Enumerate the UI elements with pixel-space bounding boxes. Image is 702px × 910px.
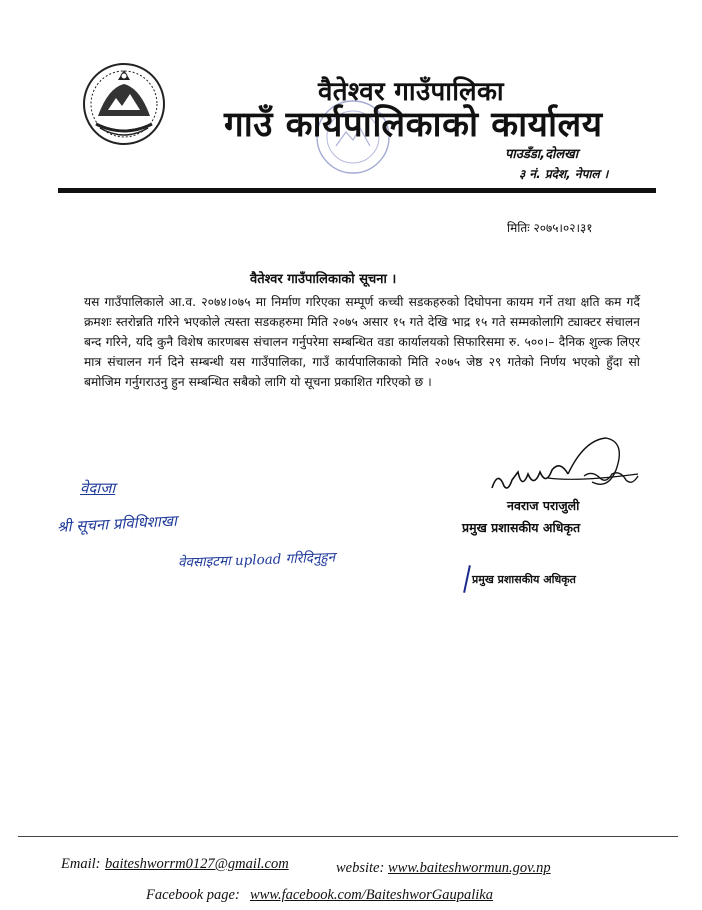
facebook-link[interactable]: www.facebook.com/BaiteshworGaupalika [250, 887, 493, 903]
handwritten-note-1: वेदाजा [80, 479, 116, 497]
signatory-name: नवराज पराजुली [507, 498, 580, 513]
website-label: website: [336, 860, 385, 876]
notice-date: मितिः २०७५।०२।३१ [507, 221, 593, 235]
nepal-emblem-icon [78, 58, 170, 150]
email-label: Email: [61, 856, 101, 872]
handwritten-note-2: श्री सूचना प्रविधिशाखा [56, 511, 178, 536]
municipality-name: वैतेश्वर गाउँपालिका [318, 77, 504, 107]
address-line-2: ३ नं. प्रदेश, नेपाल । [519, 167, 609, 181]
notice-body: यस गाउँपालिकाले आ.व. २०७४।०७५ मा निर्माण गरिएका सम्पूर्ण कच्ची सडकहरुको दिघोपना कायम गर्ने तथा क्षति कम गर्दै क्रमशः स्तरोन्नति गरिने भएकोले त्यस्ता सडकहरुमा मिति २०७५ असार १५ गते देखि भाद्र १५ गते सम्मकोलागि ट्याक्टर संचालन बन्द गरिने, यदि कुनै विशेष कारणबस संचालन गर्नुपरेमा सम्बन्धित वडा कार्यालयको सिफारिसमा रु. ५००।– दैनिक शुल्क लिएर मात्र संचालन गर्न दिने सम्बन्धी यस गाउँपालिका, गाउँ कार्यपालिकाको मिति २०७५ जेष्ठ २९ गतेको निर्णय भएको हुँदा सो बमोजिम गर्नुगराउनु हुन सम्बन्धित सबैको लागि यो सूचना प्रकाशित गरिएको छ । [84, 295, 640, 389]
header-divider [58, 188, 656, 193]
signatory-title: प्रमुख प्रशासकीय अधिकृत [462, 520, 581, 535]
office-title: गाउँ कार्यपालिकाको कार्यालय [224, 105, 603, 145]
email-link[interactable]: baiteshworrm0127@gmail.com [105, 856, 289, 872]
footer-divider [18, 836, 678, 837]
facebook-label: Facebook page: [146, 887, 240, 903]
designation-stamp: प्रमुख प्रशासकीय अधिकृत [472, 573, 576, 586]
address-line-1: पाउडँडा,दोलखा [505, 147, 579, 162]
notice-title: वैतेश्वर गाउँपालिकाको सूचना । [250, 272, 397, 287]
handwritten-note-3: वेवसाइटमा upload गरिदिनुहुन [177, 549, 336, 571]
website-link[interactable]: www.baiteshwormun.gov.np [388, 860, 551, 876]
stamp-mark [463, 565, 471, 593]
